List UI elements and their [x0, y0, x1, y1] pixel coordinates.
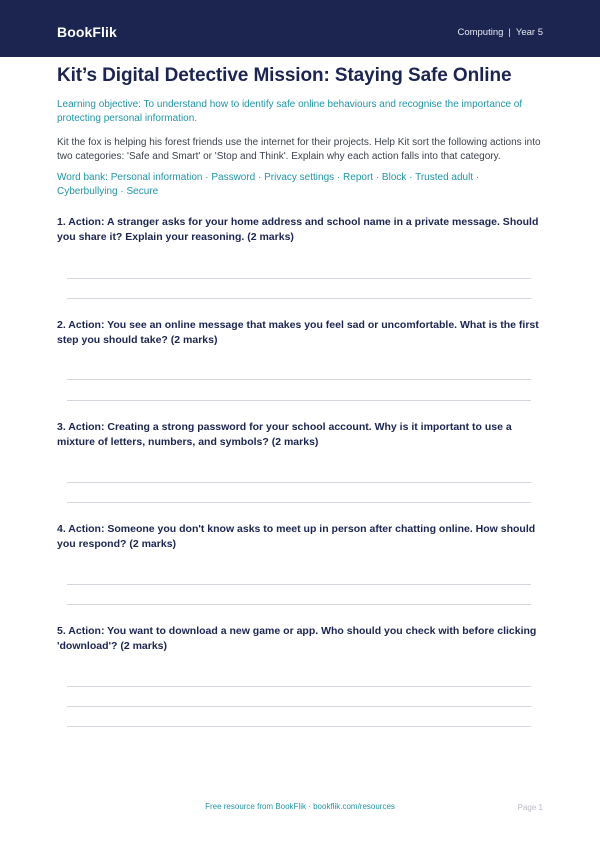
- worksheet-title: Kit’s Digital Detective Mission: Staying Safe Online: [57, 65, 512, 86]
- subject-year-label: [457, 27, 543, 38]
- question-4: 4. Action: Someone you don't know asks to meet up in person after chatting online. How should you respond? (2 marks): [57, 523, 536, 550]
- year-label: Year 5: [515, 27, 543, 38]
- answer-line[interactable]: [67, 482, 531, 483]
- question-1: 1. Action: A stranger asks for your home address and school name in a private message. Should you share it? Explain your reasoning. (2 marks): [57, 216, 539, 243]
- footer-credit: Free resource from BookFlik · bookflik.com/resources: [205, 802, 395, 811]
- question-2: 2. Action: You see an online message that makes you feel sad or uncomfortable. What is the first step you should take? (2 marks): [57, 319, 539, 346]
- question-3: 3. Action: Creating a strong password for your school account. Why is it important to use a mixture of letters, numbers, and symbols? (2 marks): [57, 421, 512, 448]
- answer-line[interactable]: [67, 584, 531, 585]
- page-number: Page 1: [517, 803, 543, 812]
- word-bank: Word bank: Personal information · Password · Privacy settings · Report · Block · Trusted adult · Cyberbullying · Secure: [57, 172, 480, 197]
- subject-label: Computing: [457, 27, 504, 38]
- intro-paragraph: Kit the fox is helping his forest friends use the internet for their projects. Help Kit sort the following actions into two categories: 'Safe and Smart' or 'Stop and Think'. Explain why each action falls into that category.: [57, 137, 541, 162]
- answer-line[interactable]: [67, 278, 531, 279]
- learning-objective: Learning objective: To understand how to identify safe online behaviours and recognise the importance of protecting personal information.: [57, 99, 523, 124]
- answer-line[interactable]: [67, 604, 531, 605]
- answer-line[interactable]: [67, 379, 531, 380]
- brand-logo: BookFlik: [57, 24, 117, 40]
- meta-separator: |: [508, 27, 511, 38]
- answer-line[interactable]: [67, 726, 531, 727]
- page-header: [0, 0, 600, 57]
- answer-line[interactable]: [67, 502, 531, 503]
- question-5: 5. Action: You want to download a new game or app. Who should you check with before clicking 'download'? (2 marks): [57, 625, 537, 652]
- answer-line[interactable]: [67, 400, 531, 401]
- answer-line[interactable]: [67, 706, 531, 707]
- answer-line[interactable]: [67, 298, 531, 299]
- answer-line[interactable]: [67, 686, 531, 687]
